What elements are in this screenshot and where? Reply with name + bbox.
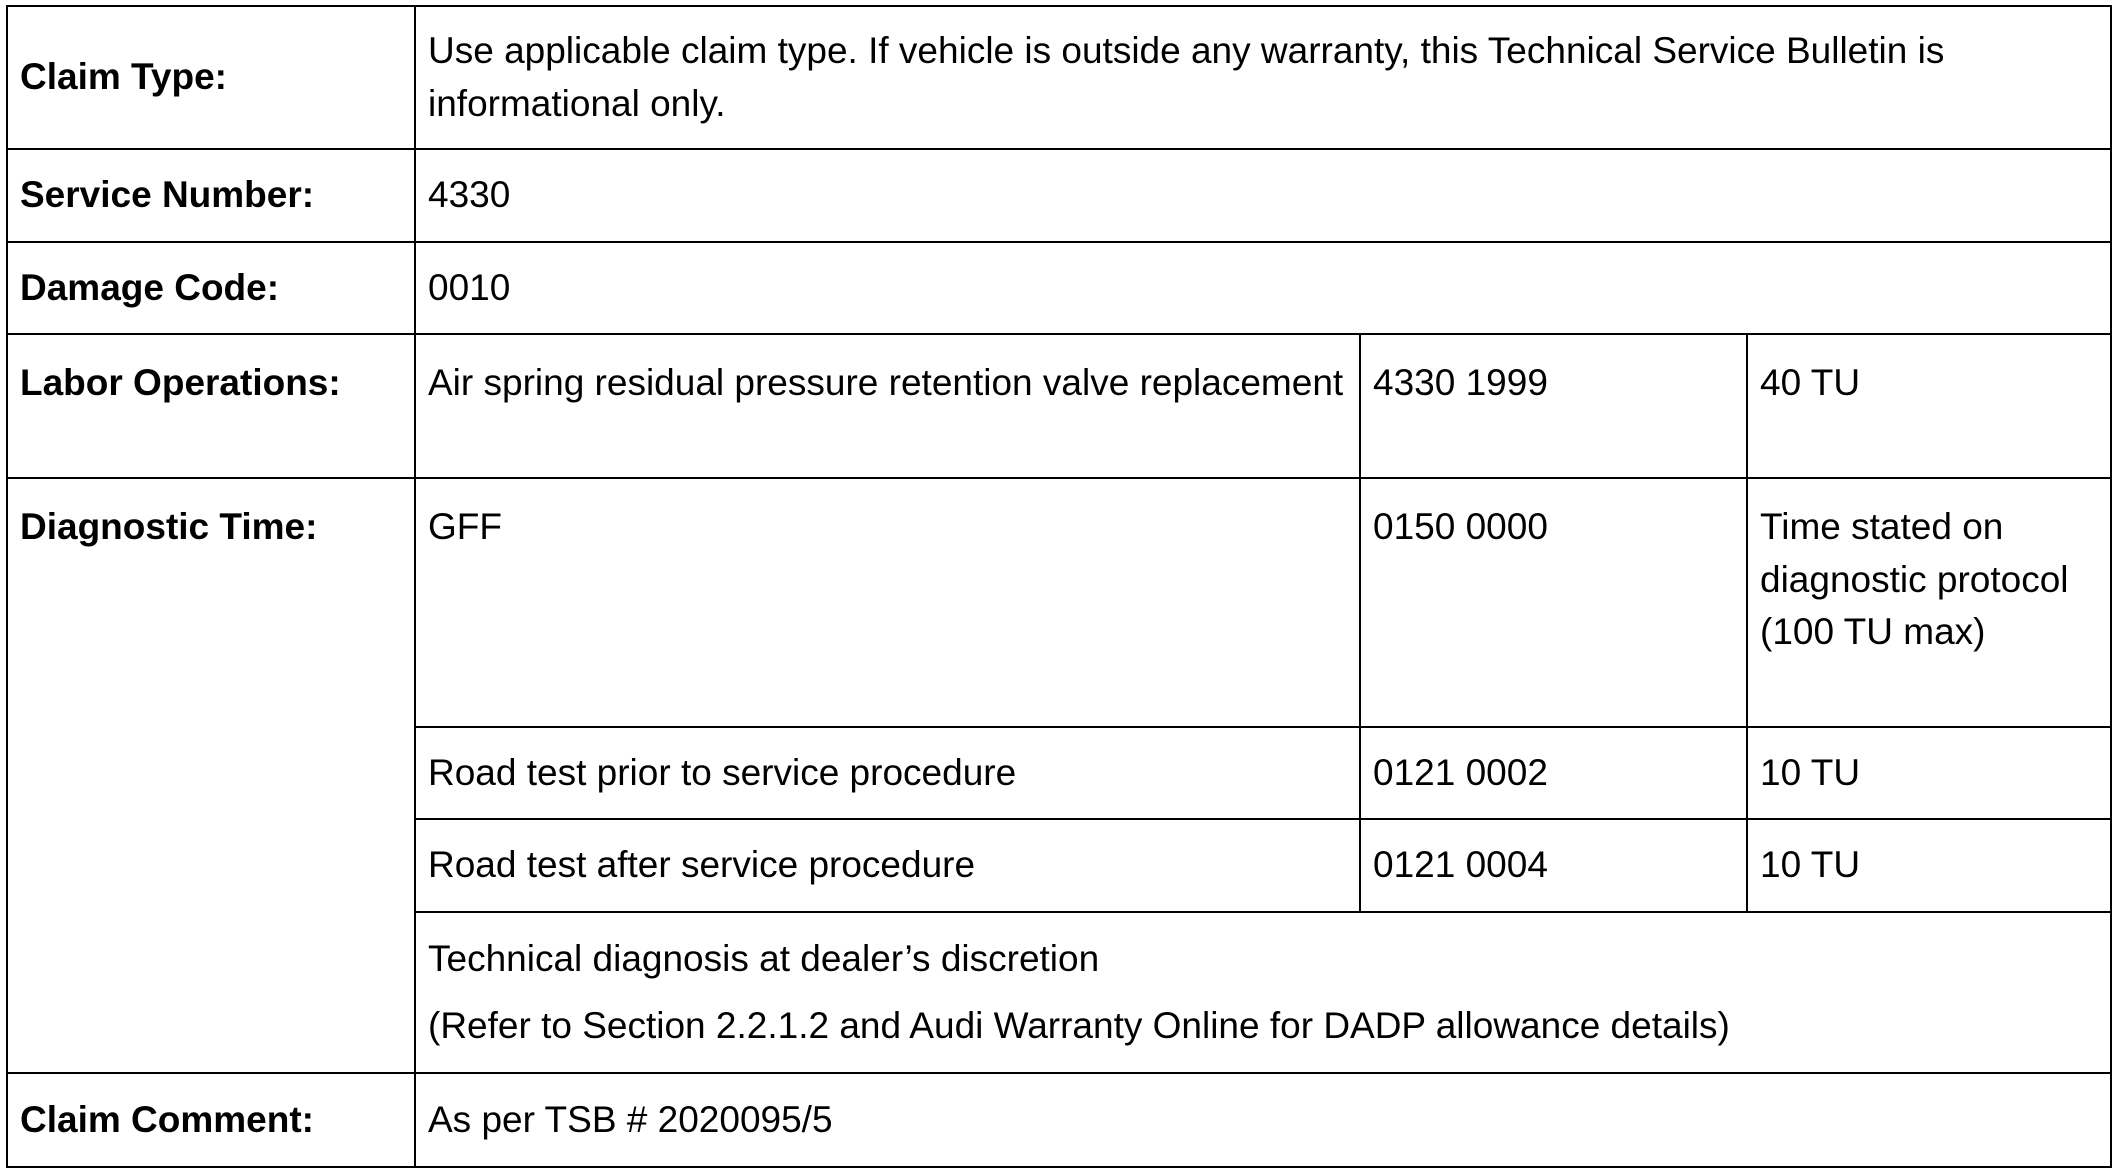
diagnostic-description: GFF [415, 478, 1360, 727]
labor-operations-row [7, 334, 2111, 478]
labor-operations-time: 40 TU [1747, 334, 2111, 478]
labor-operations-description: Air spring residual pressure retention valve replacement [415, 334, 1360, 478]
road-test-after-description: Road test after service procedure [415, 819, 1360, 912]
road-test-prior-time: 10 TU [1747, 727, 2111, 819]
road-test-after-time: 10 TU [1747, 819, 2111, 912]
technical-diagnosis-line: Technical diagnosis at dealer’s discretion [428, 937, 1100, 979]
road-test-prior-code: 0121 0002 [1360, 727, 1747, 819]
damage-code-label: Damage Code: [7, 242, 415, 334]
damage-code-value: 0010 [415, 242, 2111, 334]
road-test-prior-description: Road test prior to service procedure [415, 727, 1360, 819]
service-number-row [7, 149, 2111, 242]
claim-comment-value: As per TSB # 2020095/5 [415, 1073, 2111, 1167]
claim-comment-row [7, 1073, 2111, 1167]
claim-type-label: Claim Type: [7, 6, 415, 149]
labor-operations-code: 4330 1999 [1360, 334, 1747, 478]
claim-type-text: Use applicable claim type. If vehicle is outside any warranty, this Technical Service Bulletin is informational only. [415, 6, 2111, 149]
diagnostic-time-label: Diagnostic Time: [7, 478, 415, 1073]
warranty-claim-table [6, 5, 2112, 1168]
service-number-value: 4330 [415, 149, 2111, 242]
damage-code-row [7, 242, 2111, 334]
technical-diagnosis-note [415, 912, 2111, 1073]
claim-comment-label: Claim Comment: [7, 1073, 415, 1167]
service-number-label: Service Number: [7, 149, 415, 242]
road-test-after-code: 0121 0004 [1360, 819, 1747, 912]
dadp-allowance-reference: (Refer to Section 2.2.1.2 and Audi Warranty Online for DADP allowance details) [428, 1004, 1730, 1046]
diagnostic-time-row [7, 478, 2111, 727]
labor-operations-label: Labor Operations: [7, 334, 415, 478]
diagnostic-code: 0150 0000 [1360, 478, 1747, 727]
claim-type-row [7, 6, 2111, 149]
diagnostic-time-value: Time stated on diagnostic protocol (100 TU max) [1747, 478, 2111, 727]
